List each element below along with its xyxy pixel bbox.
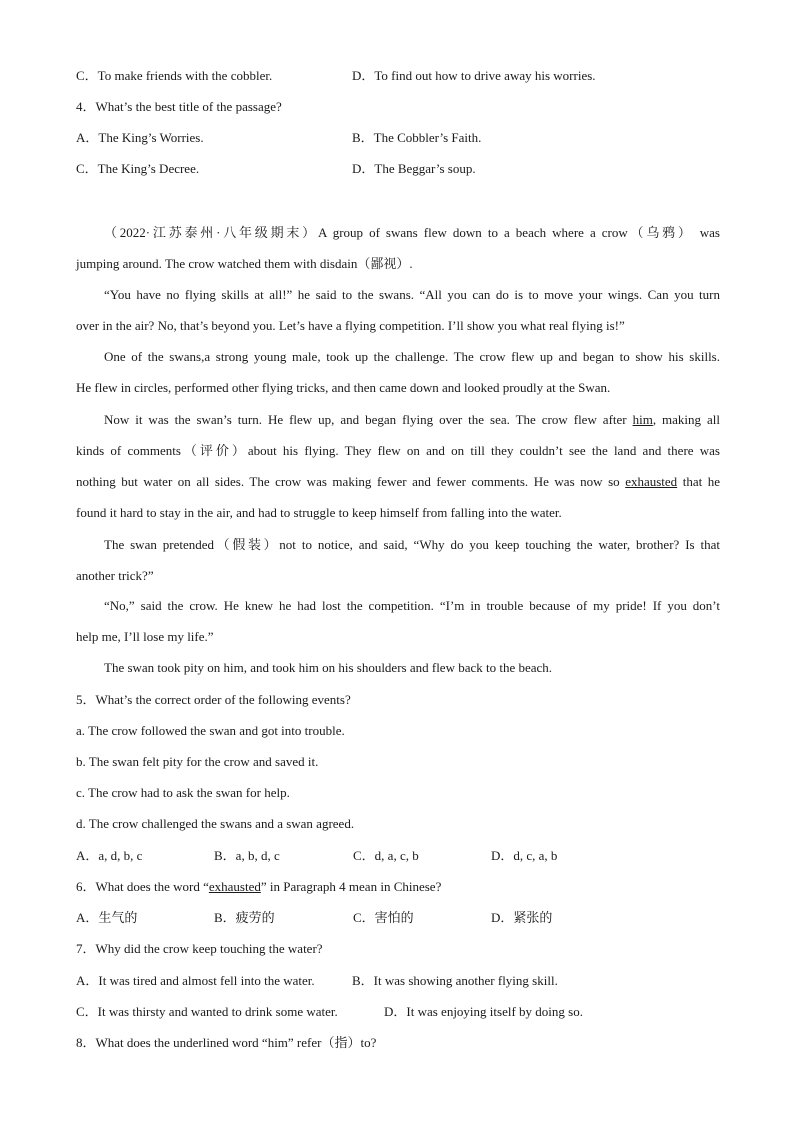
q7-option-c[interactable]: C．It was thirsty and wanted to drink some water. <box>76 1004 338 1019</box>
underlined-word-him: him <box>632 412 653 427</box>
passage-p7-line1: The swan took pity on him, and took him on his shoulders and flew back to the beach. <box>104 660 553 675</box>
q4-option-a[interactable]: A．The King’s Worries. <box>76 130 204 145</box>
q5-option-d[interactable]: D．d, c, a, b <box>491 848 558 863</box>
passage-p4-line3-end: that he <box>677 474 721 489</box>
q4-stem: 4．What’s the best title of the passage? <box>76 99 282 114</box>
q3-option-c[interactable]: C．To make friends with the cobbler. <box>76 68 273 83</box>
q5-event-a: a. The crow followed the swan and got into trouble. <box>76 723 345 738</box>
passage-p2-line2: over in the air? No, that’s beyond you. Let’s have a flying competition. I’ll show you what real flying is!” <box>76 318 625 333</box>
passage-p4-line1-end: , making all <box>652 412 720 427</box>
passage-p4-line1-start: Now it was the swan’s turn. He flew up, and began flying over the sea. The crow flew after <box>104 412 633 427</box>
passage-p5-line1: The swan pretended（假装）not to notice, and said, “Why do you keep touching the water, brother? Is that <box>104 537 720 552</box>
q6-option-c[interactable]: C．害怕的 <box>353 910 414 925</box>
q7-option-b[interactable]: B．It was showing another flying skill. <box>352 973 558 988</box>
q7-option-d[interactable]: D．It was enjoying itself by doing so. <box>384 1004 583 1019</box>
q5-option-a[interactable]: A．a, d, b, c <box>76 848 143 863</box>
q4-option-d[interactable]: D．The Beggar’s soup. <box>352 161 476 176</box>
q5-event-d: d. The crow challenged the swans and a swan agreed. <box>76 816 355 831</box>
passage-p4-line3-start: nothing but water on all sides. The crow was making fewer and fewer comments. He was now so <box>76 474 626 489</box>
passage-p4-line3 <box>76 474 720 490</box>
q5-option-c[interactable]: C．d, a, c, b <box>353 848 419 863</box>
q8-stem: 8．What does the underlined word “him” refer（指）to? <box>76 1035 377 1050</box>
passage-p6-line2: help me, I’ll lose my life.” <box>76 629 214 644</box>
passage-p6-line1: “No,” said the crow. He knew he had lost the competition. “I’m in trouble because of my pride! If you don’t <box>104 598 720 613</box>
passage-p2-line1: “You have no flying skills at all!” he said to the swans. “All you can do is to move your wings. Can you turn <box>104 287 720 302</box>
q6-stem-start: 6．What does the word “ <box>76 879 209 894</box>
q5-option-b[interactable]: B．a, b, d, c <box>214 848 280 863</box>
q6-stem-end: ” in Paragraph 4 mean in Chinese? <box>260 879 442 894</box>
q7-option-a[interactable]: A．It was tired and almost fell into the water. <box>76 973 315 988</box>
q7-stem: 7．Why did the crow keep touching the water? <box>76 941 323 956</box>
q3-option-d[interactable]: D．To find out how to drive away his worries. <box>352 68 596 83</box>
q6-option-b[interactable]: B．疲劳的 <box>214 910 275 925</box>
q6-option-d[interactable]: D．紧张的 <box>491 910 553 925</box>
q6-stem <box>76 879 720 895</box>
q6-underlined-word: exhausted <box>208 879 261 894</box>
passage-p4-line2: kinds of comments（评价）about his flying. They flew on and on till they couldn’t see the land and there was <box>76 443 720 458</box>
q6-option-a[interactable]: A．生气的 <box>76 910 138 925</box>
passage-p3-line2: He flew in circles, performed other flying tricks, and then came down and looked proudly at the Swan. <box>76 380 611 395</box>
passage-p4-line4: found it hard to stay in the air, and had to struggle to keep himself from falling into the water. <box>76 505 562 520</box>
passage-p4-line1 <box>104 412 720 428</box>
passage-p5-line2: another trick?” <box>76 568 154 583</box>
q5-event-c: c. The crow had to ask the swan for help. <box>76 785 290 800</box>
passage-p3-line1: One of the swans,a strong young male, took up the challenge. The crow flew up and began to show his skills. <box>104 349 720 364</box>
underlined-word-exhausted: exhausted <box>625 474 678 489</box>
q4-option-c[interactable]: C．The King’s Decree. <box>76 161 200 176</box>
q5-event-b: b. The swan felt pity for the crow and saved it. <box>76 754 319 769</box>
q5-stem: 5．What’s the correct order of the following events? <box>76 692 351 707</box>
passage-p1-line1: （2022·江苏泰州·八年级期末）A group of swans flew down to a beach where a crow（乌鸦） was <box>104 225 720 240</box>
q4-option-b[interactable]: B．The Cobbler’s Faith. <box>352 130 482 145</box>
passage-p1-line2: jumping around. The crow watched them with disdain（鄙视）. <box>76 256 413 271</box>
